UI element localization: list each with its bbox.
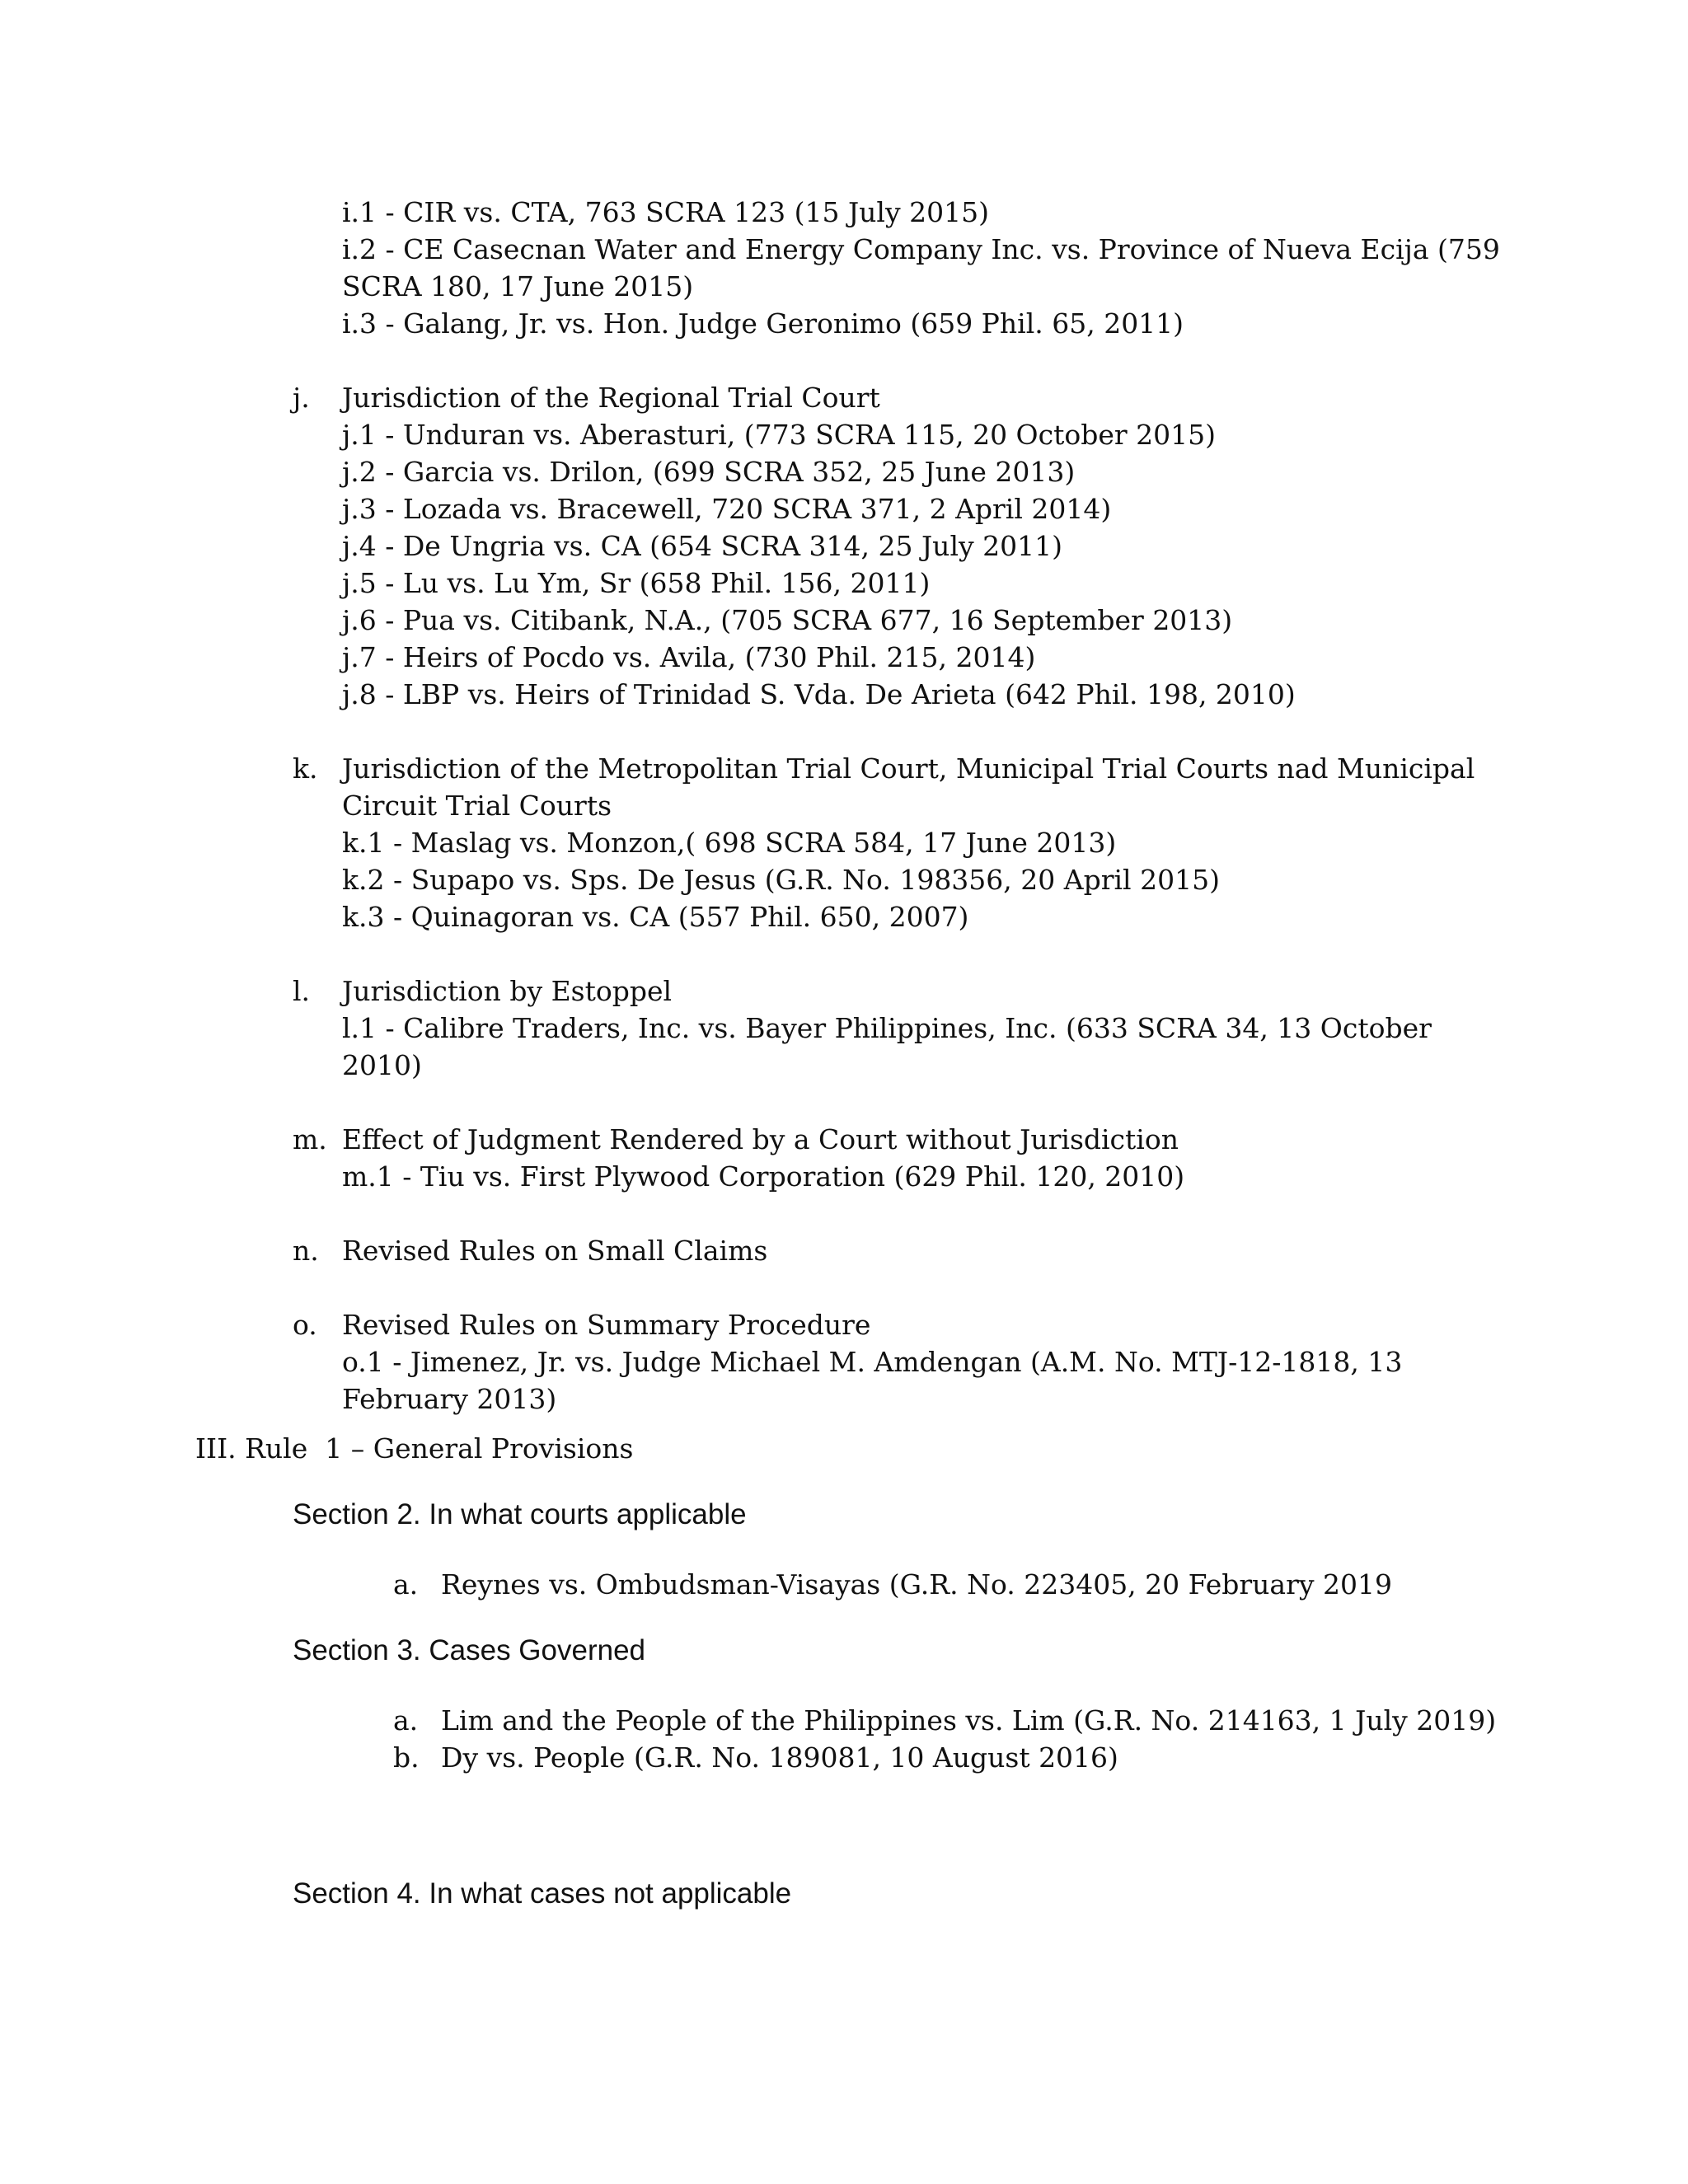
case-j3: j.3 - Lozada vs. Bracewell, 720 SCRA 371, 2 April 2014) (342, 493, 1112, 525)
case-k2: k.2 - Supapo vs. Sps. De Jesus (G.R. No. 198356, 20 April 2015) (342, 864, 1220, 896)
heading-j: Jurisdiction of the Regional Trial Court (342, 382, 880, 414)
case-m1: m.1 - Tiu vs. First Plywood Corporation (629 Phil. 120, 2010) (342, 1160, 1185, 1193)
case-k1: k.1 - Maslag vs. Monzon,( 698 SCRA 584, 17 June 2013) (342, 827, 1117, 859)
case-i3: i.3 - Galang, Jr. vs. Hon. Judge Geronimo (659 Phil. 65, 2011) (342, 307, 1184, 340)
case-l1: l.1 - Calibre Traders, Inc. vs. Bayer Philippines, Inc. (633 SCRA 34, 13 October (342, 1012, 1432, 1044)
case-o1-continued: February 2013) (342, 1383, 557, 1415)
section-3-item-letter-a: a. (393, 1704, 419, 1736)
case-j8: j.8 - LBP vs. Heirs of Trinidad S. Vda. De Arieta (642 Phil. 198, 2010) (342, 678, 1296, 710)
item-letter-o: o. (293, 1309, 317, 1341)
case-j1: j.1 - Unduran vs. Aberasturi, (773 SCRA 115, 20 October 2015) (342, 419, 1216, 451)
case-i1: i.1 - CIR vs. CTA, 763 SCRA 123 (15 July 2015) (342, 196, 989, 228)
heading-l: Jurisdiction by Estoppel (342, 975, 673, 1007)
section-4-heading: Section 4. In what cases not applicable (293, 1877, 792, 1910)
item-letter-m: m. (293, 1123, 327, 1155)
case-i2-continued: SCRA 180, 17 June 2015) (342, 270, 694, 302)
case-i2: i.2 - CE Casecnan Water and Energy Company Inc. vs. Province of Nueva Ecija (759 (342, 233, 1500, 265)
section-3-case-b: Dy vs. People (G.R. No. 189081, 10 August 2016) (441, 1741, 1118, 1774)
section-3-item-letter-b: b. (393, 1741, 420, 1774)
case-j4: j.4 - De Ungria vs. CA (654 SCRA 314, 25 July 2011) (342, 530, 1062, 562)
case-j7: j.7 - Heirs of Pocdo vs. Avila, (730 Phil. 215, 2014) (342, 641, 1036, 673)
section-3-heading: Section 3. Cases Governed (293, 1634, 646, 1666)
section-2-heading: Section 2. In what courts applicable (293, 1498, 747, 1530)
case-o1: o.1 - Jimenez, Jr. vs. Judge Michael M. Amdengan (A.M. No. MTJ-12-1818, 13 (342, 1346, 1403, 1378)
rule-heading: III. Rule 1 – General Provisions (195, 1432, 634, 1465)
item-letter-j: j. (293, 382, 310, 414)
case-j6: j.6 - Pua vs. Citibank, N.A., (705 SCRA 677, 16 September 2013) (342, 604, 1233, 636)
case-k3: k.3 - Quinagoran vs. CA (557 Phil. 650, 2007) (342, 901, 969, 933)
heading-o: Revised Rules on Summary Procedure (342, 1309, 871, 1341)
case-l1-continued: 2010) (342, 1049, 422, 1081)
item-letter-l: l. (293, 975, 311, 1007)
heading-k-continued: Circuit Trial Courts (342, 790, 612, 822)
heading-n: Revised Rules on Small Claims (342, 1235, 768, 1267)
heading-m: Effect of Judgment Rendered by a Court without Jurisdiction (342, 1123, 1179, 1155)
case-j5: j.5 - Lu vs. Lu Ym, Sr (658 Phil. 156, 2011) (342, 567, 931, 599)
case-j2: j.2 - Garcia vs. Drilon, (699 SCRA 352, 25 June 2013) (342, 456, 1076, 488)
heading-k: Jurisdiction of the Metropolitan Trial Court, Municipal Trial Courts nad Municipal (342, 752, 1475, 785)
item-letter-n: n. (293, 1235, 319, 1267)
item-letter-k: k. (293, 752, 318, 785)
section-2-case-a: Reynes vs. Ombudsman-Visayas (G.R. No. 223405, 20 February 2019 (441, 1568, 1392, 1601)
section-2-item-letter-a: a. (393, 1568, 419, 1601)
section-3-case-a: Lim and the People of the Philippines vs. Lim (G.R. No. 214163, 1 July 2019) (441, 1704, 1497, 1736)
